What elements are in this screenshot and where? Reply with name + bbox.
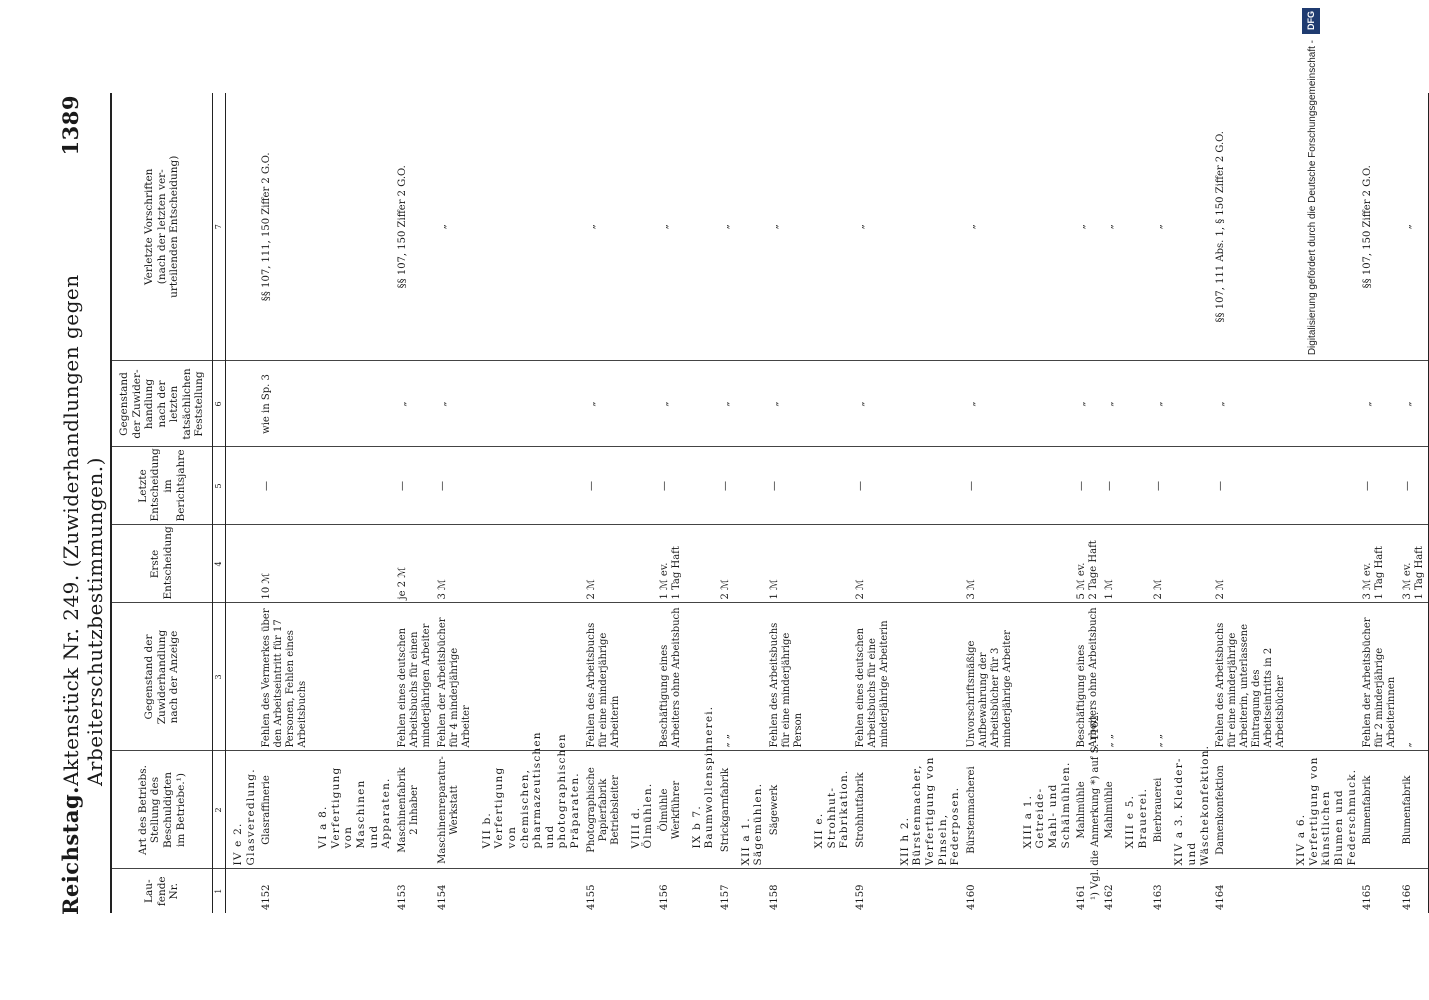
section-spacer <box>734 869 767 913</box>
cell-vorschriften: „ <box>435 93 475 361</box>
cell-gegenstand: Fehlen des Arbeitsbuchs für eine minderjährige Person <box>767 603 807 751</box>
cell-nr: 4157 <box>719 884 731 910</box>
cell-erste: 10 ℳ <box>259 525 311 603</box>
section-spacer <box>685 525 718 603</box>
cell-nr: 4163 <box>1153 884 1165 910</box>
section-title: XII e. Strohhut-Fabrikation. <box>807 751 853 869</box>
section-spacer <box>1016 525 1074 603</box>
section-spacer <box>807 361 853 447</box>
cell-erste: 3 ℳ ev. 1 Tag Haft <box>1360 525 1400 603</box>
cell-erste: 3 ℳ <box>964 525 1016 603</box>
cell-betrieb: Blumenfabrik <box>1400 751 1429 869</box>
section-row <box>311 93 395 913</box>
cell-letzte: — <box>1074 447 1102 525</box>
cell-nach: „ <box>1213 361 1289 447</box>
dfg-credit: Digitalisierung gefördert durch die Deutsche Forschungsgemeinschaft - <box>1307 40 1318 356</box>
section-spacer <box>226 93 260 361</box>
cell-erste: 3 ℳ <box>435 525 475 603</box>
cell-letzte: — <box>584 447 624 525</box>
cell-vorschriften: „ <box>584 93 624 361</box>
cell-erste: 1 ℳ ev. 1 Tag Haft <box>657 525 685 603</box>
cell-erste: 1 ℳ <box>767 525 807 603</box>
cell-letzte: — <box>259 447 311 525</box>
column-number-row <box>213 93 226 913</box>
section-spacer <box>1289 603 1360 751</box>
section-spacer <box>893 869 964 913</box>
cell-nach: „ <box>435 361 475 447</box>
cell-betrieb: Ölmühle Werkführer <box>657 751 685 869</box>
section-spacer <box>1016 447 1074 525</box>
section-spacer <box>1167 93 1213 361</box>
table-row <box>853 93 893 913</box>
cell-nr: 4158 <box>769 884 781 910</box>
section-spacer <box>624 361 657 447</box>
section-row <box>1167 93 1213 913</box>
section-spacer <box>1167 525 1213 603</box>
table-row <box>1151 93 1167 913</box>
cell-vorschriften: „ <box>1102 93 1118 361</box>
cell-vorschriften: „ <box>718 93 734 361</box>
section-spacer <box>1016 93 1074 361</box>
section-spacer <box>226 869 260 913</box>
table-row <box>435 93 475 913</box>
column-number-1: 1 <box>213 869 226 913</box>
table-row <box>1360 93 1400 913</box>
section-spacer <box>685 447 718 525</box>
cell-vorschriften: „ <box>964 93 1016 361</box>
section-spacer <box>475 93 584 361</box>
cell-erste: 2 ℳ <box>1213 525 1289 603</box>
cell-gegenstand: Beschäftigung eines Arbeiters ohne Arbeitsbuch <box>657 603 685 751</box>
cell-gegenstand: Fehlen des Vermerkes über den Arbeitseintritt für 17 Personen, Fehlen eines Arbeitsbuchs <box>259 603 311 751</box>
cell-nach: „ <box>964 361 1016 447</box>
column-header-4: Erste Entscheidung <box>111 525 213 603</box>
section-row <box>685 93 718 913</box>
section-spacer <box>226 603 260 751</box>
cell-nach: „ <box>1074 361 1102 447</box>
cell-gegenstand: „ „ <box>718 603 734 751</box>
cell-nach: „ <box>1360 361 1400 447</box>
column-number-3: 3 <box>213 603 226 751</box>
cell-nr: 4162 <box>1104 884 1116 910</box>
section-spacer <box>1289 525 1360 603</box>
table-row <box>964 93 1016 913</box>
cell-nr: 4153 <box>396 884 408 910</box>
table-header-row <box>111 93 213 913</box>
cell-nach: wie in Sp. 3 <box>259 361 311 447</box>
cell-vorschriften: „ <box>657 93 685 361</box>
section-spacer <box>734 447 767 525</box>
section-spacer <box>624 603 657 751</box>
section-title: VII b. Verfertigung von chemischen, pharmazeutischen und photographischen Präparaten. <box>475 751 584 869</box>
section-spacer <box>226 447 260 525</box>
section-spacer <box>807 869 853 913</box>
cell-gegenstand: Fehlen der Arbeitsbücher für 4 minderjährige Arbeiter <box>435 603 475 751</box>
section-title: XIV a 3. Kleider- und Wäschekonfektion. <box>1167 751 1213 869</box>
cell-letzte: — <box>395 447 435 525</box>
cell-nr: 4165 <box>1362 884 1374 910</box>
section-spacer <box>1118 447 1151 525</box>
cell-betrieb: Sägewerk <box>767 751 807 869</box>
footnote: ¹) Vgl. die Anmerkung *) auf S. 1162. <box>1090 711 1101 900</box>
section-spacer <box>1167 361 1213 447</box>
table-row <box>1102 93 1118 913</box>
section-spacer <box>893 93 964 361</box>
cell-gegenstand: Fehlen des Arbeitsbuchs für eine minderjährige Arbeiterin, unterlassene Eintragung des Arbeitseintritts in 2 Arbeitsbücher <box>1213 603 1289 751</box>
cell-erste: 2 ℳ <box>853 525 893 603</box>
cell-gegenstand: „ „ <box>1151 603 1167 751</box>
section-title: IX b 7. Baumwollenspinnerei. <box>685 751 718 869</box>
page-number: 1389 <box>58 95 83 156</box>
section-spacer <box>1016 361 1074 447</box>
section-spacer <box>1167 603 1213 751</box>
cell-betrieb: Mahlmühle <box>1102 751 1118 869</box>
section-title: VIII d. Ölmühlen. <box>624 751 657 869</box>
cell-erste: 3 ℳ ev. 1 Tag Haft <box>1400 525 1429 603</box>
section-spacer <box>893 447 964 525</box>
cell-nach: „ <box>584 361 624 447</box>
cell-betrieb: Blumenfabrik <box>1360 751 1400 869</box>
section-spacer <box>1289 869 1360 913</box>
column-number-2: 2 <box>213 751 226 869</box>
cell-nach: „ <box>657 361 685 447</box>
section-title: XIV a 6. Verfertigung von künstlichen Blumen und Federschmuck. <box>1289 751 1360 869</box>
header-center: Aktenstück Nr. 249. (Zuwiderhandlungen gegen Arbeiterschutzbestimmungen.) <box>59 274 107 787</box>
section-row <box>1118 93 1151 913</box>
page-header <box>58 95 107 915</box>
section-spacer <box>624 93 657 361</box>
cell-nach: „ <box>767 361 807 447</box>
section-spacer <box>893 603 964 751</box>
section-spacer <box>1289 361 1360 447</box>
cell-gegenstand: Fehlen der Arbeitsbücher für 2 minderjährige Arbeiterinnen <box>1360 603 1400 751</box>
section-spacer <box>311 525 395 603</box>
section-spacer <box>685 93 718 361</box>
column-number-6: 6 <box>213 361 226 447</box>
column-number-5: 5 <box>213 447 226 525</box>
cell-erste: 5 ℳ ev. 2 Tage Haft <box>1074 525 1102 603</box>
column-header-1: Lau- fende Nr. <box>111 869 213 913</box>
section-title: XII a 1. Sägemühlen. <box>734 751 767 869</box>
section-spacer <box>1016 603 1074 751</box>
section-spacer <box>475 447 584 525</box>
cell-betrieb: Strohhutfabrik <box>853 751 893 869</box>
cell-vorschriften: §§ 107, 150 Ziffer 2 G.O. <box>395 93 435 361</box>
cell-letzte: — <box>1360 447 1400 525</box>
cell-betrieb: Maschinenfabrik 2 Inhaber <box>395 751 435 869</box>
section-spacer <box>685 869 718 913</box>
cell-gegenstand: Fehlen eines deutschen Arbeitsbuchs für eine minderjährige Arbeiterin <box>853 603 893 751</box>
section-spacer <box>807 447 853 525</box>
cell-erste: 2 ℳ <box>1151 525 1167 603</box>
table-body <box>226 93 1429 913</box>
table-row <box>1400 93 1429 913</box>
section-spacer <box>734 361 767 447</box>
cell-gegenstand: „ <box>1400 603 1429 751</box>
section-spacer <box>807 525 853 603</box>
cell-erste: je 2 ℳ <box>395 525 435 603</box>
cell-erste: 1 ℳ <box>1102 525 1118 603</box>
cell-gegenstand: Fehlen des Arbeitsbuchs für eine minderjährige Arbeiterin <box>584 603 624 751</box>
cell-gegenstand: „ „ <box>1102 603 1118 751</box>
section-title: XIII e 5. Brauerei. <box>1118 751 1151 869</box>
section-row <box>475 93 584 913</box>
section-spacer <box>311 447 395 525</box>
column-number-7: 7 <box>213 93 226 361</box>
cell-nach: „ <box>853 361 893 447</box>
cell-nr: 4156 <box>658 884 670 910</box>
column-number-4: 4 <box>213 525 226 603</box>
section-spacer <box>1118 93 1151 361</box>
section-spacer <box>1289 93 1360 361</box>
cell-letzte: — <box>718 447 734 525</box>
cell-vorschriften: §§ 107, 111, 150 Ziffer 2 G.O. <box>259 93 311 361</box>
section-row <box>734 93 767 913</box>
section-spacer <box>734 525 767 603</box>
section-spacer <box>893 361 964 447</box>
cell-nach: „ <box>1400 361 1429 447</box>
table-row <box>657 93 685 913</box>
section-row <box>807 93 853 913</box>
cell-letzte: — <box>1400 447 1429 525</box>
section-spacer <box>893 525 964 603</box>
column-header-2: Art des Betriebs. Stellung des Beschuldigten im Betriebe.¹) <box>111 751 213 869</box>
cell-betrieb: Glasraffinerie <box>259 751 311 869</box>
cell-letzte: — <box>435 447 475 525</box>
section-row <box>226 93 260 913</box>
section-spacer <box>311 603 395 751</box>
section-spacer <box>624 525 657 603</box>
section-spacer <box>807 93 853 361</box>
section-spacer <box>475 869 584 913</box>
cell-nach: „ <box>1151 361 1167 447</box>
section-row <box>1016 93 1074 913</box>
cell-nach: „ <box>395 361 435 447</box>
section-spacer <box>685 361 718 447</box>
cell-vorschriften: „ <box>1151 93 1167 361</box>
section-spacer <box>1167 869 1213 913</box>
section-spacer <box>475 525 584 603</box>
cell-nr: 4155 <box>585 884 597 910</box>
cell-erste: 2 ℳ <box>584 525 624 603</box>
section-spacer <box>226 525 260 603</box>
section-title: XIII a 1. Getreide-Mahl- und Schälmühlen. <box>1016 751 1074 869</box>
section-spacer <box>475 603 584 751</box>
offense-table <box>110 93 1429 913</box>
section-spacer <box>624 447 657 525</box>
cell-letzte: — <box>853 447 893 525</box>
section-row <box>893 93 964 913</box>
cell-vorschriften: „ <box>853 93 893 361</box>
section-spacer <box>1118 869 1151 913</box>
section-spacer <box>1289 447 1360 525</box>
section-title: XII h 2. Bürstenmacher, Verfertigung von Pinseln, Federposen. <box>893 751 964 869</box>
section-row <box>1289 93 1360 913</box>
section-title: VI a 8. Verfertigung von Maschinen und Apparaten. <box>311 751 395 869</box>
cell-betrieb: Mahlmühle <box>1074 751 1102 869</box>
section-spacer <box>734 93 767 361</box>
cell-nr: 4160 <box>965 884 977 910</box>
cell-gegenstand: Beschäftigung eines Arbeiters ohne Arbeitsbuch <box>1074 603 1102 751</box>
cell-betrieb: Bürstenmacherei <box>964 751 1016 869</box>
column-header-6: Gegenstand der Zuwider- handlung nach der letzten tatsächlichen Feststellung <box>111 361 213 447</box>
cell-vorschriften: „ <box>1400 93 1429 361</box>
cell-letzte: — <box>1102 447 1118 525</box>
table-row <box>767 93 807 913</box>
cell-vorschriften: §§ 107, 111 Abs. 1, § 150 Ziffer 2 G.O. <box>1213 93 1289 361</box>
cell-betrieb: Maschinenreparatur-Werkstatt <box>435 751 475 869</box>
table-row <box>584 93 624 913</box>
column-header-3: Gegenstand der Zuwiderhandlung nach der Anzeige <box>111 603 213 751</box>
section-spacer <box>807 603 853 751</box>
cell-betrieb: Bierbrauerei <box>1151 751 1167 869</box>
table-row <box>395 93 435 913</box>
cell-nach: „ <box>718 361 734 447</box>
section-spacer <box>624 869 657 913</box>
section-spacer <box>1016 869 1074 913</box>
cell-nr: 4161 <box>1076 884 1088 910</box>
cell-nach: „ <box>1102 361 1118 447</box>
cell-nr: 4159 <box>854 884 866 910</box>
cell-letzte: — <box>657 447 685 525</box>
cell-letzte: — <box>1213 447 1289 525</box>
section-spacer <box>475 361 584 447</box>
section-spacer <box>311 869 395 913</box>
section-spacer <box>734 603 767 751</box>
section-spacer <box>1118 525 1151 603</box>
section-spacer <box>311 361 395 447</box>
cell-nr: 4164 <box>1215 884 1227 910</box>
cell-nr: 4154 <box>436 884 448 910</box>
section-spacer <box>1118 603 1151 751</box>
table-row <box>259 93 311 913</box>
cell-letzte: — <box>767 447 807 525</box>
cell-letzte: — <box>1151 447 1167 525</box>
table-row <box>1213 93 1289 913</box>
header-left: Reichstag. <box>58 786 83 915</box>
cell-gegenstand: Unvorschriftsmäßige Aufbewahrung der Arbeitsbücher für 3 minderjährige Arbeiter <box>964 603 1016 751</box>
section-spacer <box>226 361 260 447</box>
cell-nr: 4166 <box>1400 869 1429 913</box>
cell-erste: 2 ℳ <box>718 525 734 603</box>
section-spacer <box>311 93 395 361</box>
section-row <box>624 93 657 913</box>
cell-betrieb: Strickgarnfabrik <box>718 751 734 869</box>
section-spacer <box>1118 361 1151 447</box>
cell-nr: 4152 <box>261 884 273 910</box>
cell-gegenstand: Fehlen eines deutschen Arbeitsbuchs für einen minderjährigen Arbeiter <box>395 603 435 751</box>
table-row <box>718 93 734 913</box>
cell-vorschriften: §§ 107, 150 Ziffer 2 G.O. <box>1360 93 1400 361</box>
cell-betrieb: Photographische Papierfabrik Betriebsleiter <box>584 751 624 869</box>
cell-betrieb: Damenkonfektion <box>1213 751 1289 869</box>
dfg-logo: DFG <box>1302 8 1320 34</box>
column-header-7: Verletzte Vorschriften (nach der letzten ver- urteilenden Entscheidung) <box>111 93 213 361</box>
cell-vorschriften: „ <box>1074 93 1102 361</box>
section-title: IV e 2. Glasveredlung. <box>226 751 260 869</box>
section-spacer <box>1167 447 1213 525</box>
cell-letzte: — <box>964 447 1016 525</box>
column-header-5: Letzte Entscheidung im Berichtsjahre <box>111 447 213 525</box>
cell-vorschriften: „ <box>767 93 807 361</box>
